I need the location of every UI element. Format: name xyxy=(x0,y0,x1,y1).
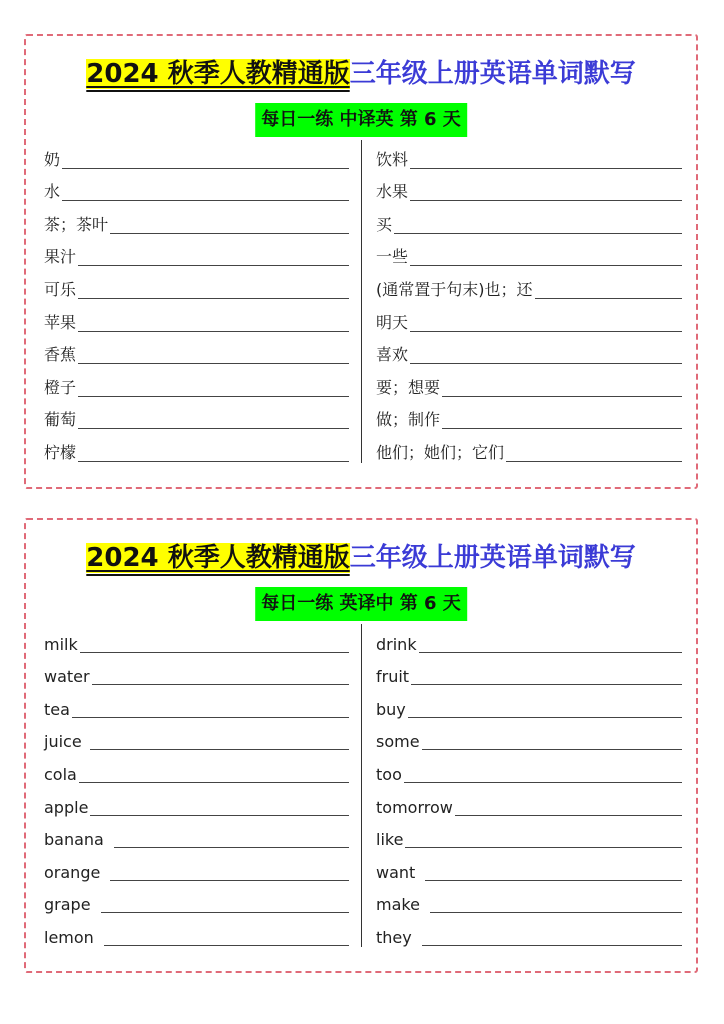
answer-line[interactable] xyxy=(114,847,349,848)
word-label: some xyxy=(376,732,420,752)
word-label: 水 xyxy=(44,182,61,202)
word-label: 明天 xyxy=(376,312,409,332)
answer-line[interactable] xyxy=(92,684,349,685)
answer-line[interactable] xyxy=(430,912,682,913)
answer-line[interactable] xyxy=(78,461,349,462)
word-row[interactable] xyxy=(376,140,682,173)
answer-line[interactable] xyxy=(79,782,349,783)
answer-line[interactable] xyxy=(408,717,682,718)
word-label: cola xyxy=(44,764,77,784)
word-label: 喜欢 xyxy=(376,345,409,365)
answer-line[interactable] xyxy=(442,428,682,429)
word-row[interactable] xyxy=(376,689,682,722)
word-label: tea xyxy=(44,699,70,719)
word-row[interactable] xyxy=(376,368,682,401)
word-label: 他们；她们；它们 xyxy=(376,442,505,462)
word-label: fruit xyxy=(376,667,410,687)
answer-line[interactable] xyxy=(78,298,349,299)
word-row[interactable] xyxy=(44,173,349,206)
answer-line[interactable] xyxy=(78,363,349,364)
answer-line[interactable] xyxy=(62,200,349,201)
answer-line[interactable] xyxy=(410,168,682,169)
answer-line[interactable] xyxy=(110,233,349,234)
word-row[interactable] xyxy=(44,336,349,369)
word-label: want xyxy=(376,862,416,882)
word-row[interactable] xyxy=(44,433,349,466)
title-rest: 三年级上册英语单词默写 xyxy=(349,59,636,89)
word-row[interactable] xyxy=(44,205,349,238)
word-row[interactable] xyxy=(376,787,682,820)
answer-line[interactable] xyxy=(442,396,682,397)
word-label: grape xyxy=(44,895,91,915)
worksheet-subtitle: 每日一练 英译中 第 6 天 xyxy=(255,587,467,621)
word-row[interactable] xyxy=(376,205,682,238)
word-label: make xyxy=(376,895,420,915)
word-row[interactable] xyxy=(44,917,349,950)
answer-line[interactable] xyxy=(410,200,682,201)
title-rest: 三年级上册英语单词默写 xyxy=(349,543,636,573)
answer-line[interactable] xyxy=(410,265,682,266)
word-label: lemon xyxy=(44,927,94,947)
word-row[interactable] xyxy=(376,624,682,657)
word-row[interactable] xyxy=(376,173,682,206)
word-row[interactable] xyxy=(44,754,349,787)
word-row[interactable] xyxy=(376,917,682,950)
word-row[interactable] xyxy=(44,820,349,853)
word-row[interactable] xyxy=(44,885,349,918)
answer-line[interactable] xyxy=(101,912,349,913)
word-label: 一些 xyxy=(376,247,409,267)
word-label: water xyxy=(44,667,90,687)
word-label: tomorrow xyxy=(376,797,453,817)
word-label: 买 xyxy=(376,214,393,234)
word-label: 做；制作 xyxy=(376,410,441,430)
answer-line[interactable] xyxy=(104,945,349,946)
answer-line[interactable] xyxy=(422,945,682,946)
title-highlight: 2024 秋季人教精通版 xyxy=(86,59,350,89)
answer-line[interactable] xyxy=(62,168,349,169)
word-row[interactable] xyxy=(44,624,349,657)
answer-line[interactable] xyxy=(410,363,682,364)
answer-line[interactable] xyxy=(404,782,682,783)
answer-line[interactable] xyxy=(80,652,349,653)
answer-line[interactable] xyxy=(110,880,349,881)
answer-line[interactable] xyxy=(72,717,349,718)
answer-line[interactable] xyxy=(419,652,682,653)
word-row[interactable] xyxy=(376,657,682,690)
answer-line[interactable] xyxy=(90,815,349,816)
word-row[interactable] xyxy=(376,820,682,853)
word-row[interactable] xyxy=(376,336,682,369)
word-label: 饮料 xyxy=(376,149,409,169)
word-row[interactable] xyxy=(44,270,349,303)
answer-line[interactable] xyxy=(425,880,682,881)
word-label: milk xyxy=(44,634,78,654)
word-row[interactable] xyxy=(44,140,349,173)
word-label: 要；想要 xyxy=(376,377,441,397)
column-divider xyxy=(361,140,362,463)
word-label: 葡萄 xyxy=(44,410,77,430)
answer-line[interactable] xyxy=(410,331,682,332)
word-label: orange xyxy=(44,862,101,882)
worksheet-card-zh-en xyxy=(24,34,698,489)
word-label: 果汁 xyxy=(44,247,77,267)
word-label: 水果 xyxy=(376,182,409,202)
word-column-left xyxy=(44,140,349,466)
answer-line[interactable] xyxy=(405,847,682,848)
answer-line[interactable] xyxy=(506,461,682,462)
word-row[interactable] xyxy=(44,852,349,885)
answer-line[interactable] xyxy=(78,265,349,266)
word-row[interactable] xyxy=(44,401,349,434)
column-divider xyxy=(361,624,362,947)
answer-line[interactable] xyxy=(394,233,682,234)
word-row[interactable] xyxy=(376,303,682,336)
word-label: juice xyxy=(44,732,82,752)
word-label: (通常置于句末)也；还 xyxy=(376,279,533,299)
word-label: 橙子 xyxy=(44,377,77,397)
worksheet-title xyxy=(26,538,696,578)
word-row[interactable] xyxy=(376,270,682,303)
word-column-left xyxy=(44,624,349,950)
word-row[interactable] xyxy=(44,368,349,401)
worksheet-subtitle: 每日一练 中译英 第 6 天 xyxy=(255,103,467,137)
answer-line[interactable] xyxy=(78,428,349,429)
word-label: 柠檬 xyxy=(44,442,77,462)
word-row[interactable] xyxy=(376,885,682,918)
word-label: apple xyxy=(44,797,89,817)
answer-line[interactable] xyxy=(78,396,349,397)
word-row[interactable] xyxy=(44,657,349,690)
answer-line[interactable] xyxy=(411,684,682,685)
worksheet-card-en-zh xyxy=(24,518,698,973)
word-label: drink xyxy=(376,634,417,654)
word-row[interactable] xyxy=(376,754,682,787)
word-row[interactable] xyxy=(376,238,682,271)
word-label: 苹果 xyxy=(44,312,77,332)
word-label: 香蕉 xyxy=(44,345,77,365)
word-row[interactable] xyxy=(376,852,682,885)
worksheet-title xyxy=(26,54,696,94)
word-row[interactable] xyxy=(44,722,349,755)
word-row[interactable] xyxy=(44,238,349,271)
word-label: banana xyxy=(44,830,104,850)
word-row[interactable] xyxy=(44,787,349,820)
word-column-right xyxy=(376,140,682,466)
word-label: 奶 xyxy=(44,149,61,169)
word-row[interactable] xyxy=(44,303,349,336)
word-label: like xyxy=(376,830,404,850)
word-label: 茶；茶叶 xyxy=(44,214,109,234)
word-row[interactable] xyxy=(376,433,682,466)
word-row[interactable] xyxy=(376,722,682,755)
answer-line[interactable] xyxy=(422,749,682,750)
word-row[interactable] xyxy=(376,401,682,434)
word-label: too xyxy=(376,764,402,784)
answer-line[interactable] xyxy=(455,815,682,816)
word-column-right xyxy=(376,624,682,950)
answer-line[interactable] xyxy=(78,331,349,332)
answer-line[interactable] xyxy=(90,749,349,750)
word-label: 可乐 xyxy=(44,279,77,299)
word-row[interactable] xyxy=(44,689,349,722)
title-highlight: 2024 秋季人教精通版 xyxy=(86,543,350,573)
answer-line[interactable] xyxy=(535,298,683,299)
word-label: buy xyxy=(376,699,406,719)
word-label: they xyxy=(376,927,412,947)
